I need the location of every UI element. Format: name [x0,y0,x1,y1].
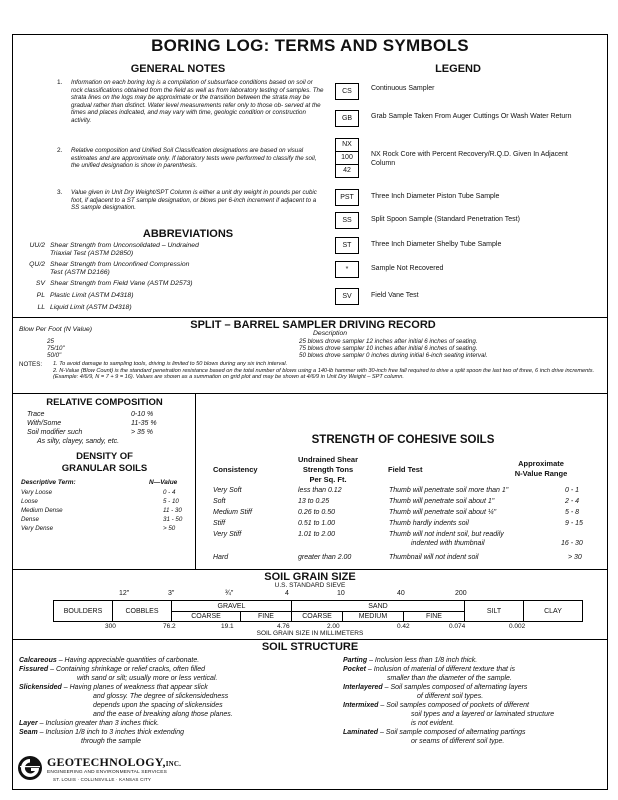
terms-sheet [12,34,608,790]
relcomp-term: With/Some [27,420,62,427]
sieve-tick: 3" [168,590,175,597]
structure-def: – Inclusion greater than 3 inches thick. [39,720,160,727]
split-row-blows: 50/0" [47,352,62,359]
abbr-key: PL [36,292,45,299]
cohesive-consistency: Stiff [213,520,226,527]
density-term: Very Loose [21,489,53,496]
company-cities: ST. LOUIS · COLLINSVILLE · KANSAS CITY [53,777,152,782]
structure-def-cont: or seams of different soil type. [411,738,505,745]
cohesive-col-n-line: Approximate [518,459,564,468]
structure-term: Layer [19,720,38,727]
structure-def-cont: soil types and a layered or laminated structure [411,711,555,718]
structure-entry [343,683,605,692]
cohesive-col-n [491,459,591,479]
mm-tick: 0.002 [509,623,526,630]
cohesive-n: 5 - 8 [565,509,580,516]
structure-def: – Containing shrinkage or relief cracks, often filled [50,666,205,673]
cohesive-col-shear-line: Strength Tons [302,465,354,474]
page-title: BORING LOG: TERMS AND SYMBOLS [151,36,469,55]
density-heading-1: DENSITY OF [76,451,133,462]
cohesive-shear: greater than 2.00 [298,554,352,561]
density-value: 5 - 10 [163,498,179,505]
density-col-term: Descriptive Term: [21,479,76,486]
sieve-tick: 12" [119,590,130,597]
abbr-value: Liquid Limit (ASTM D4318) [50,304,132,311]
cohesive-shear: less than 0.12 [298,487,342,494]
company-tagline: ENGINEERING AND ENVIRONMENTAL SERVICES [47,770,167,775]
structure-def-cont: through the sample [81,738,141,745]
relcomp-note: As silty, clayey, sandy, etc. [37,438,120,445]
split-row-blows: 25 [47,338,54,345]
split-note: 1. To avoid damage to sampling tools, driving is limited to 50 blows during any six inch interval. [53,361,288,367]
structure-entry [19,683,319,692]
mm-tick: 0.074 [449,623,466,630]
divider [13,569,607,570]
mm-label: SOIL GRAIN SIZE IN MILLIMETERS [256,630,364,637]
abbr-value: Triaxial Test (ASTM D2850) [50,250,134,257]
divider [13,393,607,394]
legend-nx-rqd: 42 [343,167,351,174]
legend-code-nx [335,138,359,178]
legend-code-cs: CS [335,83,359,100]
cohesive-n: 16 - 30 [561,540,583,547]
structure-def: – Soil samples composed of pockets of different [380,702,529,709]
mm-tick: 19.1 [221,623,234,630]
grain-gravel-coarse: COARSE [172,612,241,622]
legend-desc: Field Vane Test [371,292,419,299]
split-notes-label: NOTES: [19,361,43,368]
structure-def: – Inclusion less than 1/8 inch thick. [369,657,478,664]
abbr-value: Test (ASTM D2166) [50,269,110,276]
cohesive-n: 9 - 15 [565,520,583,527]
cohesive-field: Thumb hardly indents soil [389,520,469,527]
grain-size-table [53,600,583,622]
split-row-desc: 50 blows drove sampler 0 inches during initial 6-inch seating interval. [299,352,488,359]
legend-desc: Split Spoon Sample (Standard Penetration Test) [371,216,520,223]
mm-tick: 76.2 [163,623,176,630]
structure-entry [19,719,319,728]
grain-silt: SILT [465,601,524,622]
legend-desc: Three Inch Diameter Shelby Tube Sample [371,241,502,248]
relative-composition-heading: RELATIVE COMPOSITION [46,397,163,408]
density-term: Loose [21,498,38,505]
abbr-key: LL [37,304,45,311]
mm-tick: 0.42 [397,623,410,630]
note-text: Information on each boring log is a compilation of subsurface conditions based on soil or rock classifications obtained from the field as well as from laboratory testing of samples. The strata lines on the logs may be approximate or the transition between the strata may be gradual rather than distinct. Water level measurements refer only to those ob- served at the times and places indicated, and may vary with time, geologic condition or construction activity. [71,79,324,124]
cohesive-field: Thumb will not indent soil, but readily [389,531,504,538]
abbr-value: Shear Strength from Unconsolidated – Undrained [50,242,199,249]
structure-entry [343,665,605,674]
legend-desc: Continuous Sampler [371,85,435,92]
structure-term: Calcareous [19,657,57,664]
mm-tick: 300 [105,623,116,630]
cohesive-shear: 1.01 to 2.00 [298,531,335,538]
structure-term: Interlayered [343,684,383,691]
column-divider [195,393,196,569]
sieve-tick: ¾" [225,590,234,597]
general-notes-heading: GENERAL NOTES [130,63,226,75]
legend-nx-label: NX [336,139,358,152]
structure-def-cont: is not evident. [411,720,455,727]
cohesive-n: 2 - 4 [565,498,580,505]
divider [13,639,607,640]
structure-def: – Having planes of weakness that appear slick [63,684,208,691]
structure-term: Fissured [19,666,49,673]
structure-entry [343,701,605,710]
note-text: Relative composition and Unified Soil Classification designations are based on visual estimates and are approximate only. If laboratory tests were performed to classify the soil, the unified designation is show in parenthesis. [71,147,317,170]
cohesive-consistency: Very Stiff [213,531,242,538]
abbr-value: Plastic Limit (ASTM D4318) [50,292,134,299]
structure-term: Pocket [343,666,366,673]
legend-code-st: ST [335,237,359,254]
abbr-key: QU/2 [29,261,45,268]
sieve-label: U.S. STANDARD SIEVE [274,582,346,589]
structure-def-cont: smaller than the diameter of the sample. [387,675,512,682]
structure-def-cont: depends upon the spacing of slickensides [93,702,223,709]
density-heading-2: GRANULAR SOILS [61,463,148,474]
cohesive-col-shear [283,455,373,485]
abbr-value: Shear Strength from Unconfined Compression [50,261,190,268]
note-number: 2. [57,147,63,154]
cohesive-field: Thumb will penetrate soil about ¼" [389,509,497,516]
grain-clay: CLAY [524,601,583,622]
divider [13,317,607,318]
cohesive-shear: 0.26 to 0.50 [298,509,335,516]
cohesive-field: Thumb will penetrate soil about 1" [389,498,495,505]
density-term: Dense [21,516,39,523]
cohesive-consistency: Very Soft [213,487,242,494]
structure-entry [19,665,319,674]
cohesive-col-shear-line: Undrained Shear [297,455,358,464]
cohesive-col-shear-line: Per Sq. Ft. [309,475,347,484]
grain-sand-coarse: COARSE [292,612,343,622]
structure-def: – Soil samples composed of alternating layers [384,684,528,691]
structure-entry [19,656,319,665]
abbr-key: UU/2 [29,242,45,249]
cohesive-col-field: Field Test [388,465,423,474]
grain-cobbles: COBBLES [113,601,172,622]
cohesive-field: Thumb will penetrate soil more than 1" [389,487,509,494]
structure-term: Seam [19,729,38,736]
grain-sand-medium: MEDIUM [343,612,404,622]
relcomp-term: Trace [27,411,45,418]
mm-tick: 2.00 [327,623,340,630]
structure-term: Laminated [343,729,379,736]
density-term: Medium Dense [21,507,63,514]
structure-entry [19,728,319,737]
cohesive-n: 0 - 1 [565,487,580,494]
note-number: 1. [57,79,63,86]
cohesive-n: > 30 [568,554,582,561]
legend-desc: NX Rock Core with Percent Recovery/R.Q.D. Given In Adjacent Column [371,151,568,167]
structure-term: Parting [343,657,368,664]
cohesive-field-cont: indented with thumbnail [411,540,485,547]
cohesive-consistency: Hard [213,554,229,561]
grain-size-heading: SOIL GRAIN SIZE [264,571,356,583]
legend-desc: Three Inch Diameter Piston Tube Sample [371,193,500,200]
company-name-suffix: INC. [165,760,182,768]
cohesive-shear: 0.51 to 1.00 [298,520,335,527]
mm-tick: 4.76 [277,623,290,630]
legend-code-sv: SV [335,288,359,305]
density-value: 31 - 50 [163,516,183,523]
cohesive-shear: 13 to 0.25 [298,498,330,505]
soil-structure-right [343,656,605,746]
density-term: Very Dense [21,525,54,532]
grain-gravel-fine: FINE [241,612,292,622]
structure-entry [343,656,605,665]
density-col-n: N—Value [149,479,178,486]
cohesive-consistency: Soft [213,498,226,505]
sieve-tick: 4 [285,590,289,597]
density-value: 0 - 4 [163,489,176,496]
note-text: Value given in Unit Dry Weight/SPT Column is either a unit dry weight in pounds per cubic foot, if adjacent to a ST sample designation, or blows per 6-inch increment if adjacent to a SS sample designation. [71,189,317,212]
legend-code-gb: GB [335,110,359,127]
density-value: > 50 [163,525,176,532]
relcomp-value: 0-10 % [131,411,154,418]
structure-term: Slickensided [19,684,62,691]
grain-sand: SAND [292,601,465,612]
split-col-description: Description [313,330,347,337]
soil-structure-left [19,656,319,746]
company-name-text: GEOTECHNOLOGY, [47,755,166,769]
structure-term: Intermixed [343,702,379,709]
split-row-desc: 25 blows drove sampler 12 inches after initial 6 inches of seating. [299,338,478,345]
split-row-desc: 75 blows drove sampler 10 inches after initial 6 inches of seating. [299,345,478,352]
cohesive-consistency: Medium Stiff [213,509,252,516]
structure-entry [343,728,605,737]
structure-def-cont: and the ease of breaking along those planes. [93,711,233,718]
sieve-tick: 200 [455,590,467,597]
company-logo-icon [17,755,43,781]
split-col-blows: Blow Per Foot (N Value) [19,326,93,333]
structure-def-cont: of different soil types. [417,693,484,700]
split-row-blows: 75/10" [47,345,65,352]
grain-gravel: GRAVEL [172,601,292,612]
legend-nx-recovery: 100 [336,152,358,165]
structure-def: – Soil sample composed of alternating partings [379,729,526,736]
relcomp-value: 11-35 % [131,420,157,427]
legend-code-pst: PST [335,189,359,206]
legend-code-ss: SS [335,212,359,229]
cohesive-field: Thumbnail will not indent soil [389,554,479,561]
structure-def-cont: with sand or silt; usually more or less vertical. [77,675,218,682]
structure-def: – Inclusion of material of different texture that is [367,666,515,673]
soil-structure-heading: SOIL STRUCTURE [261,641,359,653]
abbr-key: SV [35,280,45,287]
split-barrel-heading: SPLIT – BARREL SAMPLER DRIVING RECORD [190,319,436,331]
grain-boulders: BOULDERS [54,601,113,622]
density-value: 11 - 30 [163,507,182,514]
relcomp-term: Soil modifier such [27,429,83,436]
legend-desc: Grab Sample Taken From Auger Cuttings Or Wash Water Return [371,113,572,120]
note-number: 3. [57,189,63,196]
abbreviations-heading: ABBREVIATIONS [142,228,234,240]
company-logo [17,753,277,787]
cohesive-col-n-line: N-Value Range [514,469,568,478]
grain-sand-fine: FINE [404,612,465,622]
relcomp-value: > 35 % [131,429,153,436]
legend-code-not-recovered: * [335,261,359,278]
abbr-value: Shear Strength from Field Vane (ASTM D2573) [50,280,193,287]
cohesive-col-consistency: Consistency [213,465,258,474]
structure-def: – Inclusion 1/8 inch to 3 inches thick extending [39,729,185,736]
sieve-tick: 40 [397,590,405,597]
company-name [47,755,181,770]
structure-def-cont: and glossy. The degree of slickensidedness [93,693,229,700]
split-note: 2. N-Value (Blow Count) is the standard penetration resistance based on the total number of blows using a 140-lb hammer with 30-inch free fall required to drive a split spoon the last two of three, 6 inch drive increments. (Example: 4/6/9, N = 7 + 9 = 16). Values are shown as a summation on grid plot and may be shown at 4/6/9 in Unit Dry Weight – SPT column. [53,368,595,381]
sieve-tick: 10 [337,590,345,597]
legend-heading: LEGEND [435,63,481,75]
structure-def: – Having appreciable quantities of carbonate. [58,657,200,664]
cohesive-heading: STRENGTH OF COHESIVE SOILS [311,434,495,446]
legend-desc: Sample Not Recovered [371,265,444,272]
